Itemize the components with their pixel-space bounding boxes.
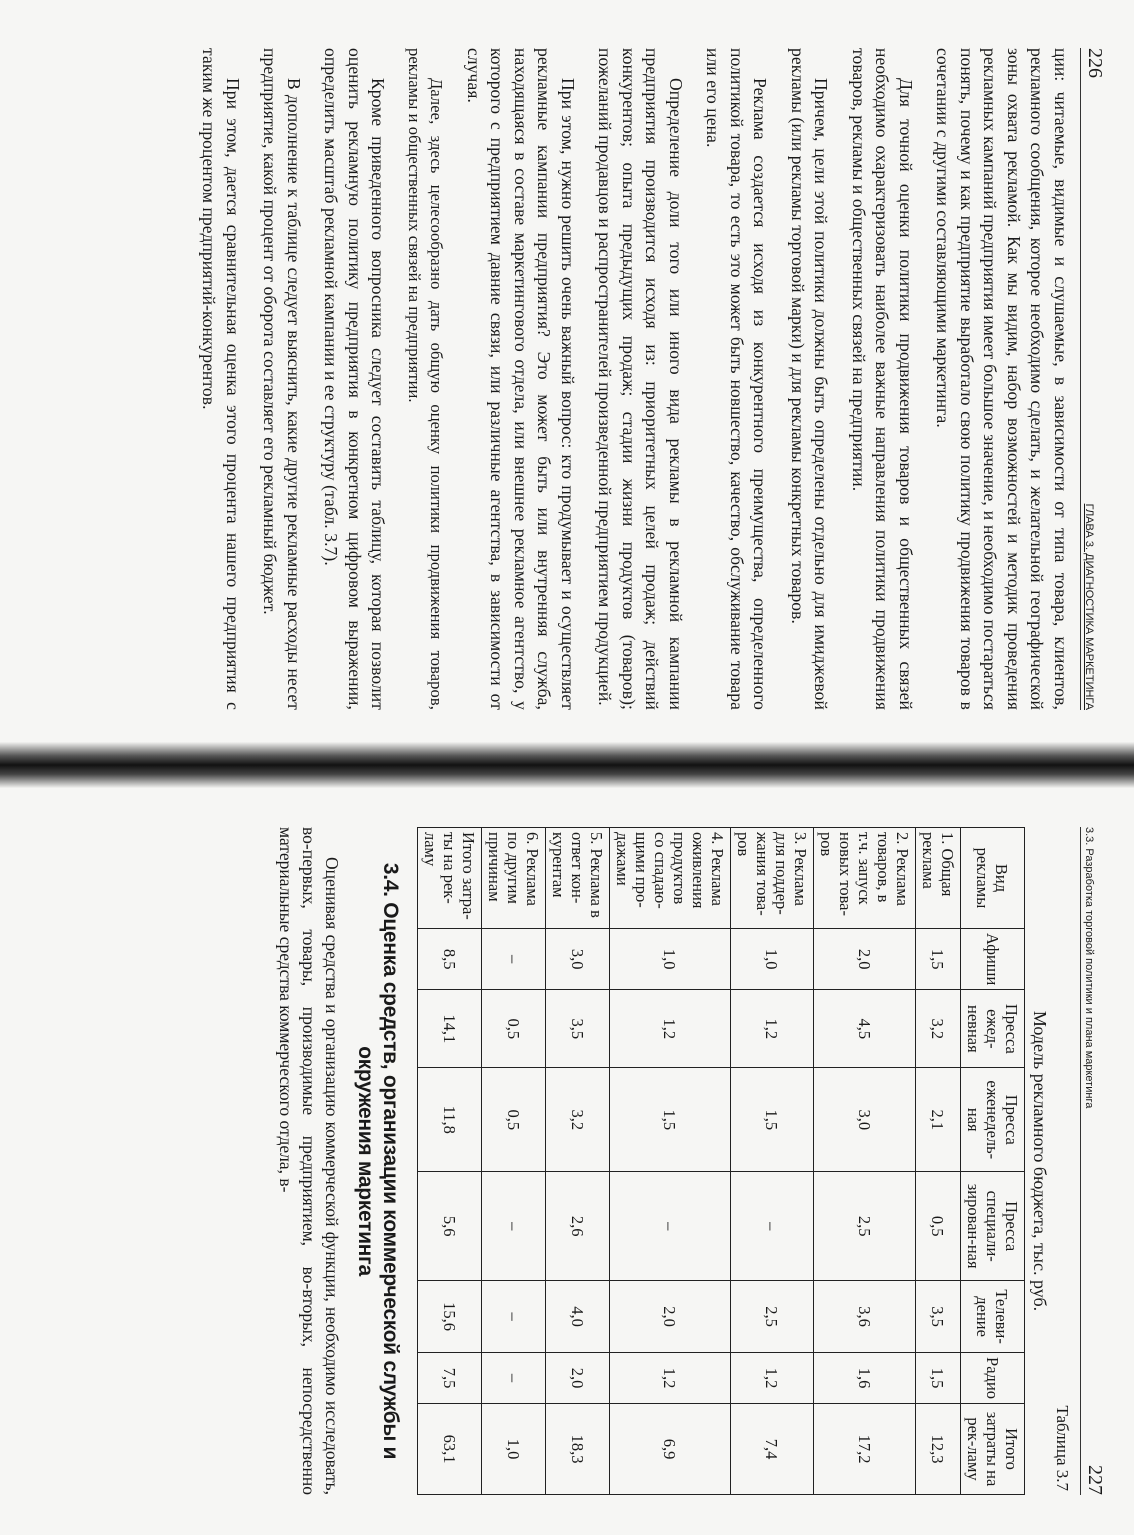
page-number-right: 227	[1084, 1465, 1106, 1495]
table-cell: 12,3	[916, 1404, 961, 1495]
row-label: 5. Реклама в ответ кон-курентам	[546, 828, 610, 929]
book-gutter	[0, 742, 1134, 788]
right-page	[0, 785, 1134, 1535]
table-cell: –	[482, 1353, 546, 1404]
table-cell: –	[482, 1281, 546, 1353]
table-cell: 6,9	[610, 1404, 731, 1495]
header-cell: Вид рекламы	[961, 828, 1025, 929]
table-cell: 3,0	[546, 929, 610, 990]
header-cell: Афиши	[961, 929, 1025, 990]
header-cell: Пресса еженедель-ная	[961, 1068, 1025, 1172]
row-label: 4. Реклама оживления продуктов со спадаю-щими про-дажами	[610, 828, 731, 929]
paragraph: Для точной оценки политики продвижения товаров и общественных связей необходимо охарактеризовать наиболее важные направления политики продвижения товаров, рекламы и общественных связей на предприятии.	[849, 48, 916, 710]
table-cell: 18,3	[546, 1404, 610, 1495]
header-cell: Пресса ежед-невная	[961, 990, 1025, 1068]
paragraph: ции: читаемые, видимые и слушаемые, в зависимости от типа товара, клиентов, рекламного сообщения, которое необходимо сделать, и желательной географической зоны охвата рекламой. Как мы видим, набор возможностей и методик проведения рекламных кампаний предприятия имеет большое значение, и необходимо постараться понять, почему и как предприятие выработало свою политику продвижения товаров в сочетании с другими составляющими маркетинга.	[933, 48, 1071, 710]
section-heading: 3.4. Оценка средств, организации коммерческой службы и окружения маркетинга	[354, 862, 402, 1460]
paragraph: Определение доли того или иного вида рекламы в рекламной кампании предприятия производится исходя из: приоритетных целей продаж; действий конкурентов; опыта предыдущих продаж; стадии жизни продуктов (товаров); пожеланий продавцов и распространителей произведенной предприятием продукцией.	[595, 48, 686, 710]
paragraph: В дополнение к таблице следует выяснить, какие другие рекламные расходы несет предприятие, какой процент от оборота составляет его рекламный бюджет.	[260, 48, 304, 710]
table-cell: 1,2	[610, 1353, 731, 1404]
table-body	[418, 828, 961, 1495]
table-cell: 3,5	[916, 1281, 961, 1353]
table-cell: 1,0	[482, 1404, 546, 1495]
running-head-right: 3.3. Разработка торговой политики и плана маркетинга	[1083, 827, 1095, 1109]
table-cell: 2,0	[610, 1281, 731, 1353]
table-cell: 1,5	[916, 929, 961, 990]
row-label: 6. Реклама по другим причинам	[482, 828, 546, 929]
table-cell: 14,1	[418, 990, 482, 1068]
table-cell: 11,8	[418, 1068, 482, 1172]
table-cell: 2,0	[546, 1353, 610, 1404]
paragraph: Оценивая средства и организацию коммерческой функции, необходимо исследовать, во-первых, товары, производимые предприятием, во-вторых, непосредственно материальные средства коммерческого отдела, в-	[276, 827, 342, 1495]
table-cell: 1,6	[814, 1353, 916, 1404]
table-cell: 5,6	[418, 1172, 482, 1281]
table-cell: 8,5	[418, 929, 482, 990]
running-header-left	[1080, 48, 1106, 710]
paragraph: При этом, дается сравнительная оценка этого процента нашего предприятия с таким же процентом предприятий-конкурентов.	[199, 48, 243, 710]
table-row	[731, 828, 814, 1495]
paragraph: Причем, цели этой политики должны быть определены отдельно для имиджевой рекламы (или рекламы торговой марки) и для рекламы конкретных товаров.	[788, 48, 832, 710]
paragraph: При этом, нужно решить очень важный вопрос: кто продумывает и осуществляет рекламные кампании предприятия? Это может быть или внутренняя служба, находящаяся в составе маркетингового отдела, или внешнее рекламное агентство, у которого с предприятием давние связи, или различные агентства, в зависимости от случая.	[464, 48, 578, 710]
running-head-left: ГЛАВА 3. ДИАГНОСТИКА МАРКЕТИНГА	[1083, 503, 1095, 710]
page-number-left: 226	[1084, 48, 1106, 78]
table-header-row	[961, 828, 1025, 1495]
table-cell: 17,2	[814, 1404, 916, 1495]
table-cell: 1,5	[916, 1353, 961, 1404]
table-cell: 3,6	[814, 1281, 916, 1353]
table-cell: 7,5	[418, 1353, 482, 1404]
table-row	[814, 828, 916, 1495]
table-cell: 3,2	[916, 990, 961, 1068]
paragraph: Далее, здесь целесообразно дать общую оценку политики продвижения товаров, рекламы и общественных связей на предприятии.	[405, 48, 447, 710]
paragraph: Кроме приведенного вопросника следует составить таблицу, которая позволит оценить рекламную политику предприятия в конкретном цифровом выражении, определить масштаб рекламной кампании и ее структуру (табл. 3.7).	[321, 48, 389, 710]
table-cell: –	[482, 929, 546, 990]
row-label: 1. Общая реклама	[916, 828, 961, 929]
table-cell: 1,0	[731, 929, 814, 990]
table-cell: 2,6	[546, 1172, 610, 1281]
budget-table	[417, 827, 1025, 1495]
table-cell: 1,5	[731, 1068, 814, 1172]
table-cell: 2,5	[814, 1172, 916, 1281]
table-cell: 1,2	[610, 990, 731, 1068]
table-row	[482, 828, 546, 1495]
table-cell: 4,0	[546, 1281, 610, 1353]
table-cell: 1,5	[610, 1068, 731, 1172]
table-cell: 0,5	[482, 1068, 546, 1172]
table-cell: –	[482, 1172, 546, 1281]
table-row	[418, 828, 482, 1495]
table-cell: 63,1	[418, 1404, 482, 1495]
left-page	[0, 0, 1134, 750]
table-cell: 0,5	[916, 1172, 961, 1281]
header-cell: Пресса специали-зирован-ная	[961, 1172, 1025, 1281]
table-cell: 3,5	[546, 990, 610, 1068]
table-cell: 2,5	[731, 1281, 814, 1353]
section-text	[274, 827, 343, 1495]
table-cell: 3,2	[546, 1068, 610, 1172]
table-cell: 7,4	[731, 1404, 814, 1495]
table-cell: 2,0	[814, 929, 916, 990]
table-title: Модель рекламного бюджета, тыс. руб.	[1030, 1010, 1050, 1312]
table-caption: Таблица 3.7	[1053, 1405, 1072, 1491]
table-row	[610, 828, 731, 1495]
row-label: 3. Реклама для поддер-жания това-ров	[731, 828, 814, 929]
table-cell: 4,5	[814, 990, 916, 1068]
row-label: Итого затра-ты на рек-ламу	[418, 828, 482, 929]
header-cell: Радио	[961, 1353, 1025, 1404]
table-cell: 2,1	[916, 1068, 961, 1172]
row-label: 2. Реклама товаров, в т.ч. запуск новых това-ров	[814, 828, 916, 929]
table-cell: 0,5	[482, 990, 546, 1068]
table-cell: –	[610, 1172, 731, 1281]
header-cell: Телеви-дение	[961, 1281, 1025, 1353]
header-cell: Итого затраты на рек-ламу	[961, 1404, 1025, 1495]
left-body-text	[197, 48, 1072, 710]
table-cell: 3,0	[814, 1068, 916, 1172]
table-cell: –	[731, 1172, 814, 1281]
running-header-right	[1080, 827, 1106, 1495]
table-row	[546, 828, 610, 1495]
table-cell: 15,6	[418, 1281, 482, 1353]
table-cell: 1,2	[731, 1353, 814, 1404]
paragraph: Реклама создается исходя из конкурентного преимущества, определенного политикой товара, то есть это может быть новшество, качество, обслуживание товара или его цена.	[703, 48, 771, 710]
table-cell: 1,2	[731, 990, 814, 1068]
table-cell: 1,0	[610, 929, 731, 990]
table-row	[916, 828, 961, 1495]
